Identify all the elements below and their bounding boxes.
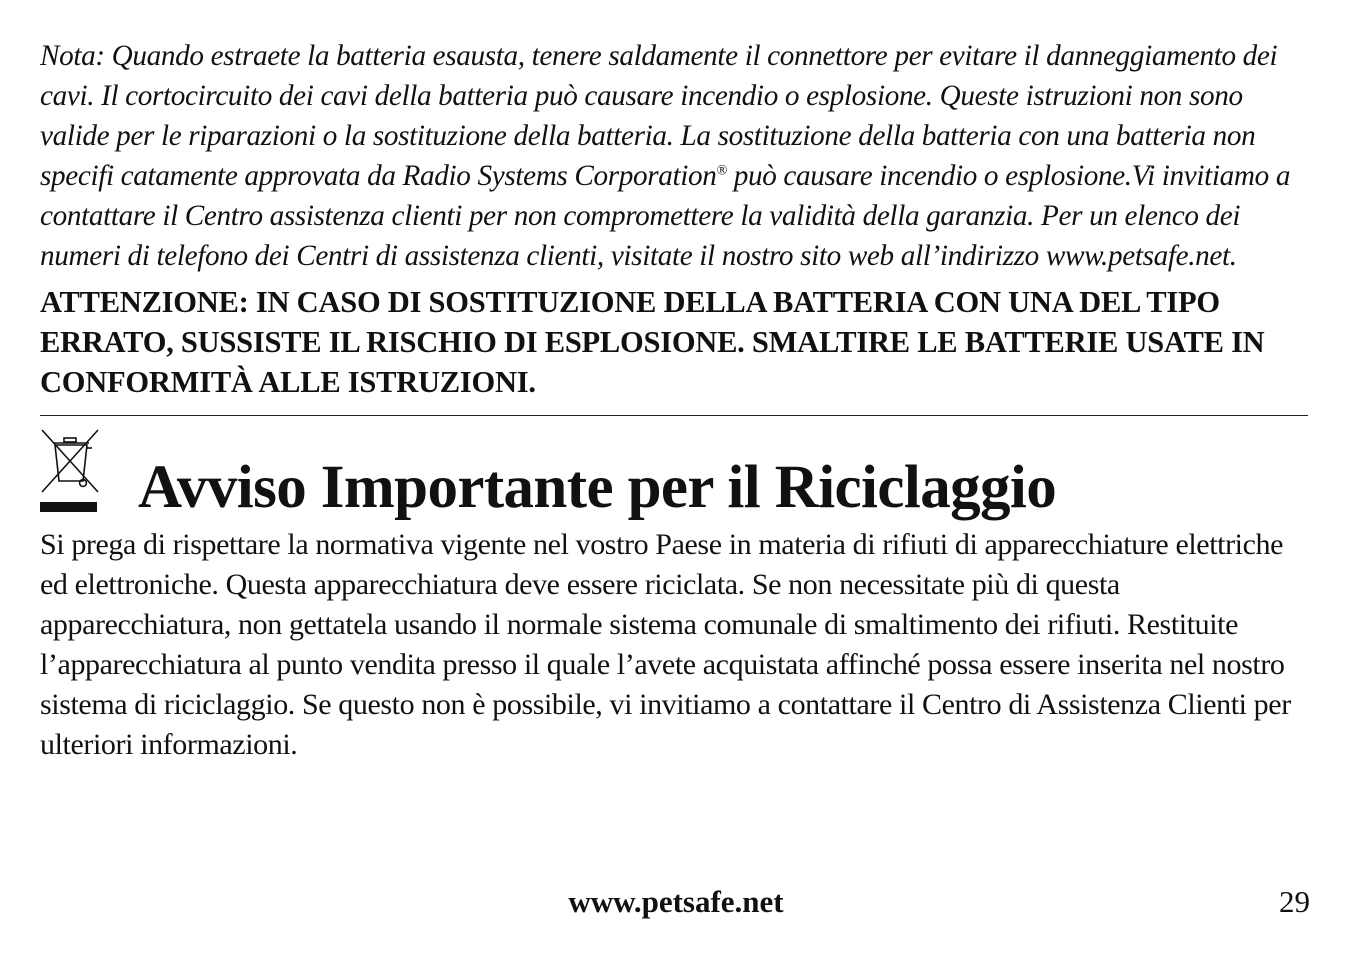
manual-page xyxy=(40,36,1312,765)
recycling-heading: Avviso Importante per il Riciclaggio xyxy=(138,454,1057,521)
recycling-heading-row xyxy=(40,416,1312,524)
battery-note-text-continued: può causare incendio o esplosione.Vi invitiamo a contattare il Centro assistenza clienti per non compromettere la validità della garanzia. Per un elenco dei numeri di telefono dei Centri di assistenza clienti, visitate il nostro sito web all’indirizzo www.petsafe.net. xyxy=(40,160,1291,272)
recycling-body-text: Si prega di rispettare la normativa vigente nel vostro Paese in materia di rifiuti di apparecchiature elettriche ed elettroniche. Questa apparecchiatura deve essere riciclata. Se non necessitate più di questa apparecchiatura, non gettatela usando il normale sistema comunale di smaltimento dei rifiuti. Restituite l’apparecchiatura al punto vendita presso il quale l’avete acquistata affinché possa essere inserita nel nostro sistema di riciclaggio. Se questo non è possibile, vi invitiamo a contattare il Centro di Assistenza Clienti per ulteriori informazioni. xyxy=(40,528,1291,761)
battery-warning: ATTENZIONE: IN CASO DI SOSTITUZIONE DELLA BATTERIA CON UNA DEL TIPO ERRATO, SUSSISTE IL RISCHIO DI ESPLOSIONE. SMALTIRE LE BATTERIE USATE IN CONFORMITÀ ALLE ISTRUZIONI. xyxy=(40,285,1265,399)
footer-website-url: www.petsafe.net xyxy=(568,884,784,919)
page-number: 29 xyxy=(1279,884,1310,919)
registered-trademark-mark: ® xyxy=(716,163,727,179)
battery-note-text: Nota: Quando estraete la batteria esausta, tenere saldamente il connettore per evitare il danneggiamento dei cavi. Il cortocircuito dei cavi della batteria può causare incendio o esplosione. Queste istruzioni non sono valide per le riparazioni o la sostituzione della batteria. La sostituzione della batteria con una batteria non specifi catamente approvata da Radio Systems Corporation xyxy=(40,40,1278,192)
crossed-out-wheelie-bin-icon xyxy=(40,426,100,516)
battery-note xyxy=(40,36,1312,276)
